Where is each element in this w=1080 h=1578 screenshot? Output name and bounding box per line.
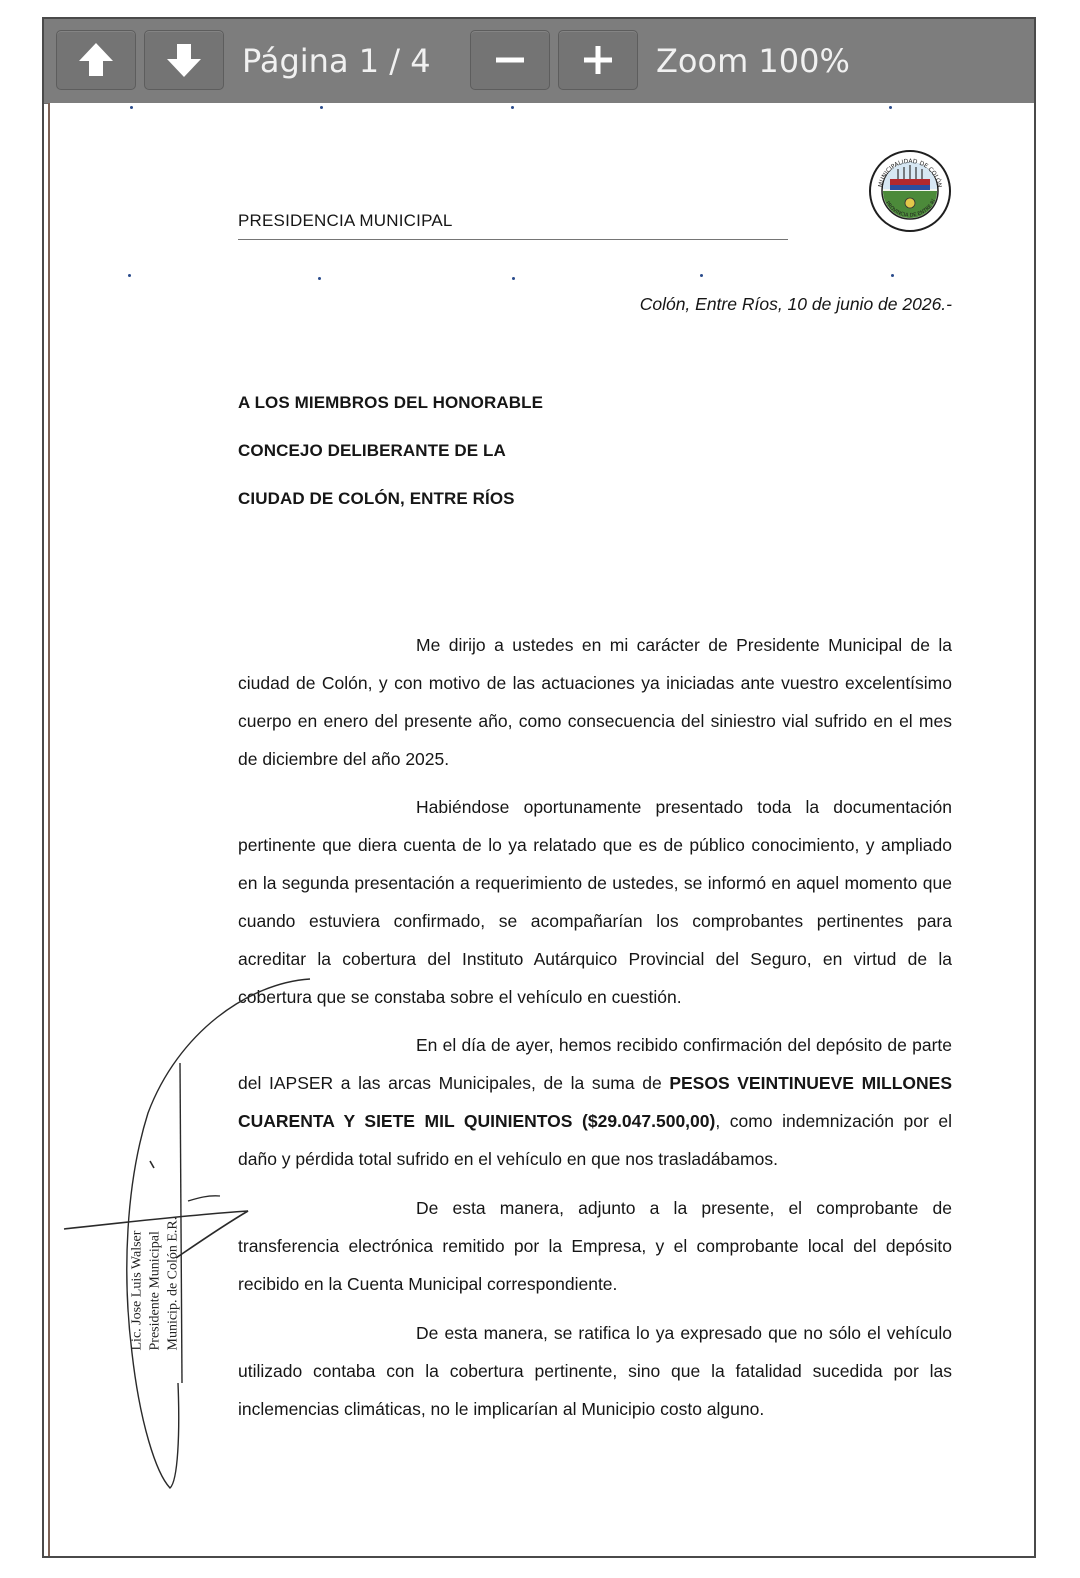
document-page bbox=[48, 103, 1034, 1556]
arrow-down-icon bbox=[164, 40, 204, 80]
letterhead-title: PRESIDENCIA MUNICIPAL bbox=[238, 211, 453, 230]
paragraph-4: De esta manera, adjunto a la presente, el comprobante de transferencia electrónica remitido por la Empresa, y el comprobante local del depósito recibido en la Cuenta Municipal correspondiente. bbox=[238, 1198, 952, 1294]
page-indicator: Página 1 / 4 bbox=[242, 42, 431, 80]
viewer-toolbar bbox=[44, 19, 1034, 104]
municipal-seal-icon bbox=[868, 149, 952, 233]
minus-icon bbox=[493, 43, 527, 77]
zoom-out-button[interactable] bbox=[470, 30, 550, 90]
zoom-indicator: Zoom 100% bbox=[656, 42, 850, 80]
pdf-viewer bbox=[42, 17, 1036, 1558]
paragraph-1: Me dirijo a ustedes en mi carácter de Presidente Municipal de la ciudad de Colón, y con motivo de las actuaciones ya iniciadas ante vuestro excelentísimo cuerpo en enero del presente año, como consecuencia del siniestro vial sufrido en el mes de diciembre del año 2025. bbox=[238, 635, 952, 769]
paragraph-3: En el día de ayer, hemos recibido confirmación del depósito de parte del IAPSER a las arcas Municipales, de la suma de PESOS VEINTINUEVE MILLONES CUARENTA Y SIETE MIL QUINIENTOS ($29.047.500,00), como indemnización por el daño y pérdida total sufrido en el vehículo en que nos trasladábamos. bbox=[238, 1035, 952, 1169]
scan-edge bbox=[48, 103, 50, 1556]
amount-bold: PESOS VEINTINUEVE MILLONES CUARENTA Y SIETE MIL QUINIENTOS ($29.047.500,00) bbox=[238, 1073, 952, 1131]
arrow-up-icon bbox=[76, 40, 116, 80]
addressee-line-2: CONCEJO DELIBERANTE DE LA bbox=[238, 441, 506, 460]
svg-text:MUNICIPALIDAD DE COLÓN: MUNICIPALIDAD DE COLÓN bbox=[877, 157, 943, 189]
official-stamp: Lic. Jose Luis Walser Presidente Municipal Municip. de Colón E.R. bbox=[129, 1216, 181, 1351]
plus-icon bbox=[581, 43, 615, 77]
letterhead-rule bbox=[238, 239, 788, 240]
paragraph-5: De esta manera, se ratifica lo ya expresado que no sólo el vehículo utilizado contaba con la cobertura pertinente, sino que la fatalidad sucedida por las inclemencias climáticas, no le implicarían al Municipio costo alguno. bbox=[238, 1323, 952, 1419]
addressee-line-1: A LOS MIEMBROS DEL HONORABLE bbox=[238, 393, 544, 412]
paragraph-2: Habiéndose oportunamente presentado toda la documentación pertinente que diera cuenta de lo ya relatado que es de público conocimiento, y ampliado en la segunda presentación a requerimiento de ustedes, se informó en aquel momento que cuando estuviera confirmado, se acompañarían los comprobantes pertinentes para acreditar la cobertura del Instituto Autárquico Provincial del Seguro, en virtud de la cobertura que se constaba sobre el vehículo en cuestión. bbox=[238, 797, 952, 1007]
addressee-line-3: CIUDAD DE COLÓN, ENTRE RÍOS bbox=[238, 489, 515, 508]
letter-date: Colón, Entre Ríos, 10 de junio de 2026.- bbox=[639, 294, 952, 314]
zoom-in-button[interactable] bbox=[558, 30, 638, 90]
next-page-button[interactable] bbox=[144, 30, 224, 90]
svg-text:PROVINCIA DE ENTRE RÍOS: PROVINCIA DE ENTRE RÍ bbox=[884, 198, 938, 219]
previous-page-button[interactable] bbox=[56, 30, 136, 90]
